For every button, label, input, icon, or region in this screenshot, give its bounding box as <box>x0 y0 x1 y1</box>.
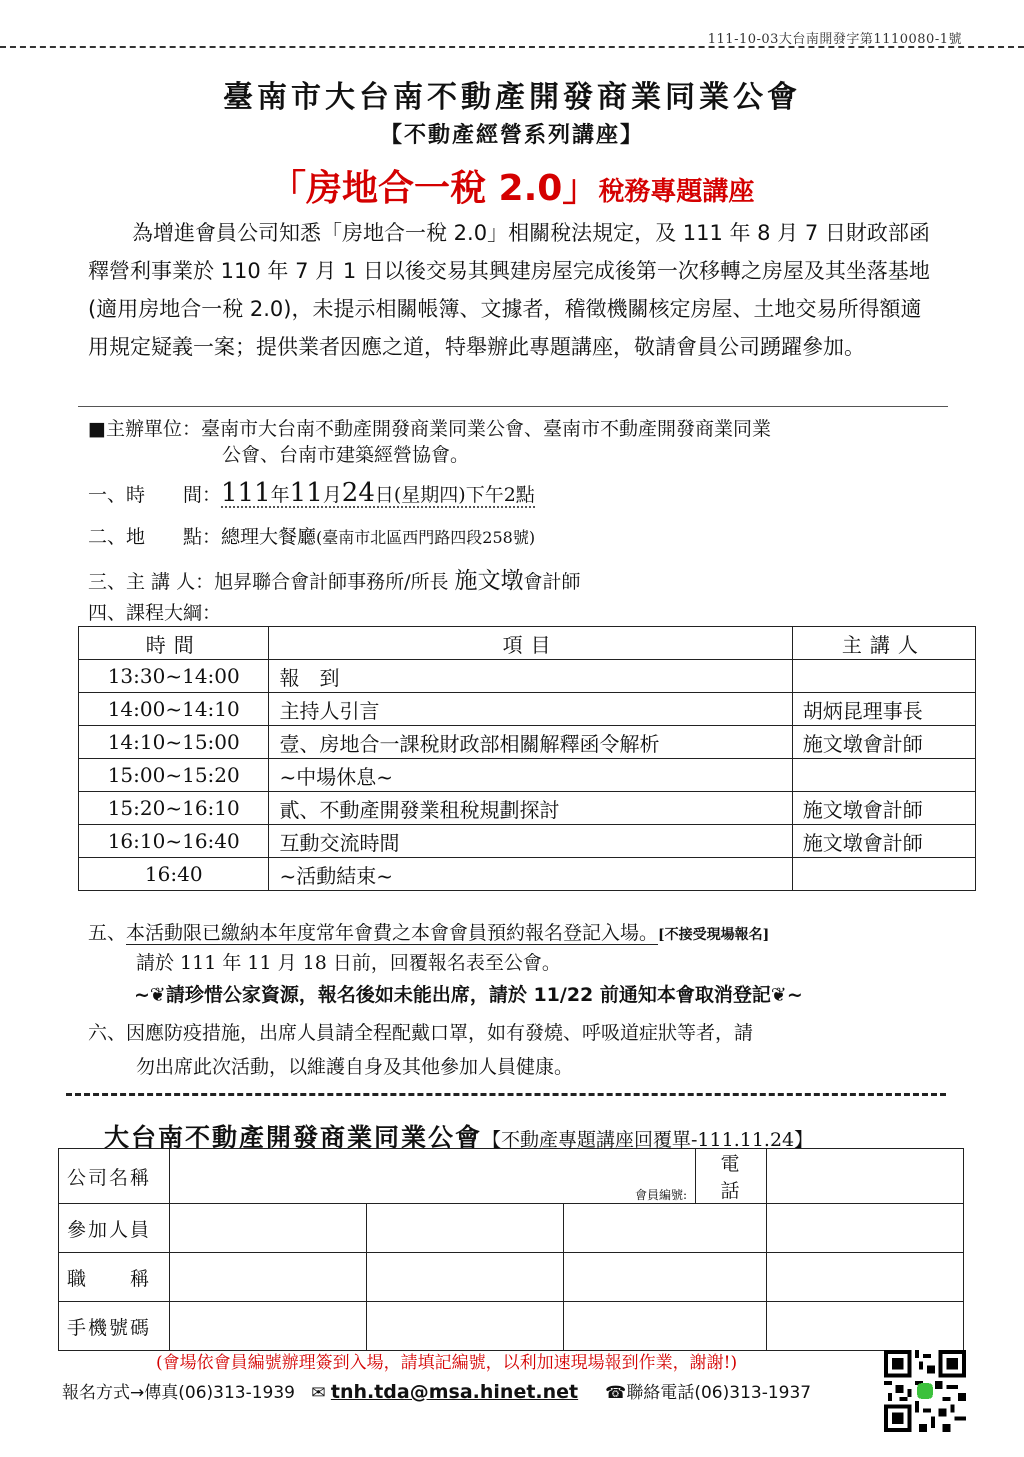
speaker-name: 施文墩 <box>454 568 524 594</box>
schedule-speaker: 施文墩會計師 <box>792 792 975 825</box>
attendee-field[interactable] <box>170 1204 367 1253</box>
schedule-header-item: 項目 <box>269 627 792 660</box>
qr-code-icon[interactable] <box>884 1350 966 1432</box>
mobile-field[interactable] <box>564 1302 767 1351</box>
note-six-line2: 勿出席此次活動，以維護自身及其他參加人員健康。 <box>136 1056 574 1078</box>
attendee-label: 參加人員 <box>59 1204 170 1253</box>
document-reference-number: 111-10-03大台南開發字第1110080-1號 <box>707 32 962 47</box>
cancellation-note: ~❦請珍惜公家資源，報名後如未能出席，請於 11/22 前通知本會取消登記❦~ <box>134 984 803 1006</box>
member-number-label: 會員編號: <box>634 1188 687 1202</box>
schedule-time: 14:10~15:00 <box>79 726 269 759</box>
cut-line-divider <box>66 1093 946 1096</box>
schedule-time: 15:00~15:20 <box>79 759 269 792</box>
form-row-attendees <box>59 1204 964 1253</box>
schedule-time: 13:30~14:00 <box>79 660 269 693</box>
company-name-label: 公司名稱 <box>59 1149 170 1204</box>
email-link[interactable]: tnh.tda@msa.hinet.net <box>330 1381 579 1403</box>
table-row <box>79 759 976 792</box>
table-row <box>79 792 976 825</box>
schedule-time: 16:10~16:40 <box>79 825 269 858</box>
attendee-field[interactable] <box>564 1204 767 1253</box>
position-field[interactable] <box>170 1253 367 1302</box>
outline-label: 四、課程大綱： <box>88 602 222 624</box>
schedule-time: 15:20~16:10 <box>79 792 269 825</box>
mobile-field[interactable] <box>767 1302 964 1351</box>
place-address: (臺南市北區西門路四段258號) <box>316 528 536 547</box>
schedule-header-speaker: 主講人 <box>792 627 975 660</box>
table-row <box>79 825 976 858</box>
schedule-time: 16:40 <box>79 858 269 891</box>
time-label: 一、時 間： <box>88 484 222 506</box>
leaf-ornament-icon: ~❦ <box>134 984 166 1006</box>
table-row <box>79 693 976 726</box>
schedule-item: 互動交流時間 <box>269 825 792 858</box>
schedule-speaker <box>792 759 975 792</box>
schedule-speaker <box>792 660 975 693</box>
schedule-item: ~活動結束~ <box>269 858 792 891</box>
phone-number: 聯絡電話(06)313-1937 <box>626 1383 812 1403</box>
position-field[interactable] <box>564 1253 767 1302</box>
schedule-speaker: 胡炳昆理事長 <box>792 693 975 726</box>
event-title-sub: 稅務專題講座 <box>598 177 755 207</box>
table-row <box>79 858 976 891</box>
schedule-item: 壹、房地合一課稅財政部相關解釋函令解析 <box>269 726 792 759</box>
position-field[interactable] <box>767 1253 964 1302</box>
time-row <box>88 478 535 508</box>
form-row-company <box>59 1149 964 1204</box>
note-six-line1: 六、因應防疫措施，出席人員請全程配戴口罩，如有發燒、呼吸道症狀等者，請 <box>88 1022 754 1044</box>
series-title: 【不動產經營系列講座】 <box>379 122 644 148</box>
speaker-row <box>88 562 581 595</box>
mobile-field[interactable] <box>367 1302 564 1351</box>
reply-form-subtitle: 【不動產專題講座回覆單-111.11.24】 <box>482 1129 814 1151</box>
event-title <box>270 160 754 211</box>
speaker-org: 旭昇聯合會計師事務所/所長 <box>214 571 449 593</box>
note-five-label: 五、 <box>88 922 127 944</box>
top-dashed-divider <box>0 46 1024 48</box>
schedule-item: 貳、不動產開發業租稅規劃探討 <box>269 792 792 825</box>
organizer-line1: 臺南市大台南不動產開發商業同業公會、臺南市不動產開發商業同業 <box>200 418 771 440</box>
place-name: 總理大餐廳 <box>221 526 317 548</box>
note-five-line2: 請於 111 年 11 月 18 日前，回覆報名表至公會。 <box>136 952 561 974</box>
organizer-row <box>88 414 771 441</box>
phone-field[interactable] <box>767 1149 964 1204</box>
schedule-item: 主持人引言 <box>269 693 792 726</box>
place-row <box>88 522 535 549</box>
intro-paragraph <box>88 214 936 366</box>
section-divider <box>78 406 948 407</box>
reminder-note: (會場依會員編號辦理簽到入場，請填記編號，以利加速現場報到作業，謝謝!) <box>156 1353 738 1373</box>
schedule-speaker <box>792 858 975 891</box>
schedule-time: 14:00~14:10 <box>79 693 269 726</box>
company-name-field[interactable] <box>170 1149 696 1204</box>
schedule-speaker: 施文墩會計師 <box>792 726 975 759</box>
form-row-position <box>59 1253 964 1302</box>
position-label: 職 稱 <box>59 1253 170 1302</box>
leaf-ornament-icon: ❦~ <box>770 984 803 1006</box>
schedule-speaker: 施文墩會計師 <box>792 825 975 858</box>
mobile-label: 手機號碼 <box>59 1302 170 1351</box>
schedule-header-time: 時間 <box>79 627 269 660</box>
note-five <box>88 918 769 945</box>
schedule-item: 報 到 <box>269 660 792 693</box>
envelope-icon: ✉ <box>311 1383 326 1403</box>
schedule-header-row <box>79 627 976 660</box>
note-five-bracket: [不接受現場報名] <box>658 927 770 943</box>
telephone-icon: ☎ <box>605 1383 627 1403</box>
line-logo-icon <box>917 1383 933 1399</box>
attendee-field[interactable] <box>767 1204 964 1253</box>
form-row-mobile <box>59 1302 964 1351</box>
organizer-label: ■主辦單位： <box>88 418 201 440</box>
table-row <box>79 726 976 759</box>
table-row <box>79 660 976 693</box>
position-field[interactable] <box>367 1253 564 1302</box>
speaker-title: 會計師 <box>523 571 581 593</box>
schedule-table <box>78 626 976 891</box>
event-title-main: 「房地合一稅 2.0」 <box>270 168 599 209</box>
schedule-item: ~中場休息~ <box>269 759 792 792</box>
organizer-line2: 公會、台南市建築經營協會。 <box>222 444 470 466</box>
mobile-field[interactable] <box>170 1302 367 1351</box>
fax-signup: 報名方式→傳真(06)313-1939 <box>62 1383 295 1403</box>
contact-line <box>62 1378 811 1403</box>
place-label: 二、地 點： <box>88 526 222 548</box>
speaker-label: 三、主 講 人： <box>88 571 215 593</box>
attendee-field[interactable] <box>367 1204 564 1253</box>
event-date: 111年11月24日(星期四)下午2點 <box>221 478 535 508</box>
intro-text: 為增進會員公司知悉「房地合一稅 2.0」相關稅法規定，及 111 年 8 月 7 日財政部函釋營利事業於 110 年 7 月 1 日以後交易其興建房屋完成後第一次移轉之房屋及其坐落基地(適用房地合一稅 2.0)，未提示相關帳簿、文據者，稽徵機關核定房屋、土地交易所得額適用規定疑義一案；提供業者因應之道，特舉辦此專題講座，敬請會員公司踴躍參加。 <box>88 221 930 359</box>
reply-form-org: 大台南不動產開發商業同業公會 <box>104 1123 483 1152</box>
note-five-text: 本活動限已繳納本年度常年會費之本會會員預約報名登記入場。 <box>126 922 659 944</box>
phone-label: 電 話 <box>696 1149 767 1204</box>
organization-title: 臺南市大台南不動產開發商業同業公會 <box>223 80 801 115</box>
reply-form-table <box>58 1148 964 1351</box>
